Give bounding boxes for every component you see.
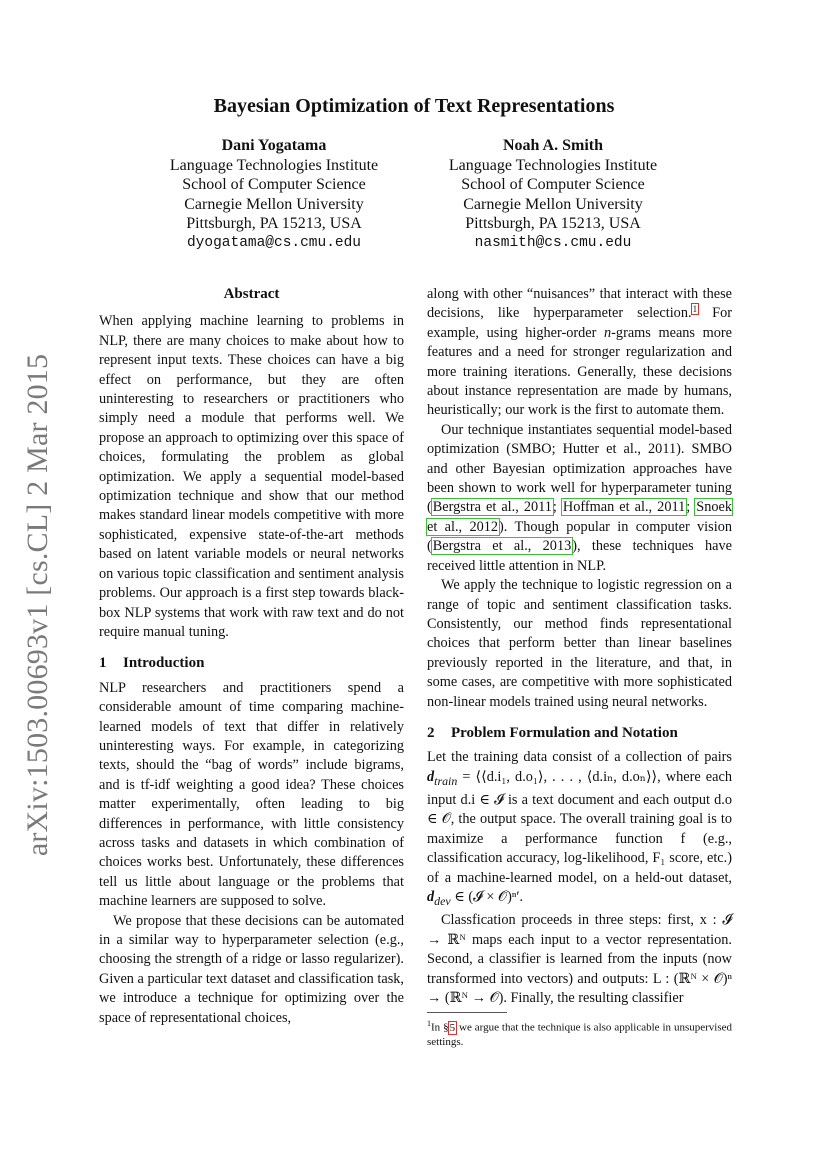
text-run: For example, using higher-order bbox=[427, 305, 733, 341]
math-variable: n bbox=[604, 324, 612, 341]
text-run: ), these techniques have received little attention in NLP. bbox=[427, 538, 733, 574]
arxiv-sidebar bbox=[18, 353, 58, 857]
paragraph: We apply the technique to logistic regression on a range of topic and sentiment classification tasks. Consistently, our method finds representational choices that perform better than linear baselines previously reported in the literature, and that, in some cases, are competitive with more sophisticated non-linear models trained using neural networks. bbox=[427, 577, 732, 710]
paragraph: NLP researchers and practitioners spend a considerable amount of time comparing machine-learned models of text that differ in relatively uninteresting ways. For example, in categorizing texts, should the “bag of words” include bigrams, and is tf-idf weighting a good idea? These choices matter experimentally, often leading to big differences in performance, with little consistency across tasks and datasets in which combination of choices works best. Unfortunately, these differences tell us little about language or the problems that machine learners are supposed to solve. bbox=[99, 679, 404, 910]
section-title: Introduction bbox=[123, 655, 205, 672]
text-run: In § bbox=[431, 1022, 449, 1034]
footnote-number: 1 bbox=[427, 1019, 431, 1029]
text-run: ; bbox=[552, 499, 562, 516]
text-run: we argue that the technique is also applicable in unsupervised settings. bbox=[427, 1022, 732, 1048]
footnote-link[interactable]: 1 bbox=[692, 303, 698, 314]
paragraph bbox=[427, 285, 732, 421]
text-run: ∈ (𝓘 × 𝒪)ⁿ′. bbox=[450, 889, 524, 906]
math-subscript: train bbox=[434, 773, 458, 788]
author-block-2 bbox=[413, 136, 693, 254]
author-email: nasmith@cs.cmu.edu bbox=[474, 234, 632, 251]
paragraph bbox=[427, 421, 732, 576]
section-heading-introduction bbox=[99, 654, 404, 673]
section-title: Problem Formulation and Notation bbox=[451, 724, 678, 741]
paper-title: Bayesian Optimization of Text Representations bbox=[213, 95, 615, 117]
paragraph: We propose that these decisions can be automated in a similar way to hyperparameter selection (e.g., choosing the strength of a ridge or lasso regularizer). Given a particular text dataset and classification task, we introduce a technique for optimizing over the space of representational choices, bbox=[99, 912, 404, 1026]
author-block-1 bbox=[134, 136, 414, 254]
text-run: ; bbox=[686, 499, 696, 516]
text-run: -grams means more features and a need for stronger regularization and more training iterations. Generally, these decisions about instance representation are made by humans, heuristically; our work is the first to automate them. bbox=[427, 324, 732, 419]
text-run: = ⟨⟨d.i₁, d.o₁⟩, . . . , ⟨d.iₙ, d.oₙ⟩⟩, where each input d.i ∈ 𝓘 is a text document and each output d.o ∈ 𝒪, the output space. The overall training goal is to maximize a performance function f (e.g., classification accuracy, log-likelihood, F₁ score, etc.) of a machine-learned model, on a held-out dataset, bbox=[427, 768, 732, 886]
paragraph bbox=[427, 748, 732, 911]
section-heading-problem-formulation bbox=[427, 724, 732, 743]
author-affiliation: School of Computer Science bbox=[182, 176, 366, 194]
author-email: dyogatama@cs.cmu.edu bbox=[186, 234, 362, 251]
left-column bbox=[99, 285, 404, 1028]
author-name: Dani Yogatama bbox=[221, 137, 327, 154]
math-variable: d bbox=[427, 889, 435, 906]
author-affiliation: School of Computer Science bbox=[461, 176, 645, 194]
citation-link[interactable]: Bergstra et al., 2011 bbox=[432, 499, 552, 516]
author-address: Pittsburgh, PA 15213, USA bbox=[465, 215, 641, 233]
text-run: along with other “nuisances” that interact with these decisions, like hyperparameter selection. bbox=[427, 286, 732, 322]
math-subscript: dev bbox=[434, 893, 451, 908]
author-affiliation: Language Technologies Institute bbox=[448, 156, 658, 174]
author-affiliation: Language Technologies Institute bbox=[169, 156, 379, 174]
author-name: Noah A. Smith bbox=[502, 137, 604, 154]
math-variable: d bbox=[427, 768, 435, 785]
section-reference-link[interactable]: 5 bbox=[449, 1022, 456, 1034]
author-affiliation: Carnegie Mellon University bbox=[463, 195, 643, 213]
author-address: Pittsburgh, PA 15213, USA bbox=[186, 215, 362, 233]
citation-link[interactable]: Hoffman et al., 2011 bbox=[562, 499, 686, 516]
section-number: 2 bbox=[427, 724, 435, 741]
section-number: 1 bbox=[99, 655, 107, 672]
arxiv-id: arXiv:1503.00693v1 [cs.CL] 2 Mar 2015 bbox=[21, 353, 54, 857]
footnote bbox=[427, 1017, 732, 1049]
paragraph: Classfication proceeds in three steps: first, x : 𝓘 → ℝᴺ maps each input to a vector representation. Second, a classifier is learned from the inputs (now transformed into vectors) and outputs: L : (ℝᴺ × 𝒪)ⁿ → (ℝᴺ → 𝒪). Finally, the resulting classifier bbox=[427, 912, 732, 1006]
text-run: ). Though popular in computer vision ( bbox=[427, 518, 732, 555]
abstract-text: When applying machine learning to problems in NLP, there are many choices to make about how to represent input texts. These choices can have a big effect on performance, but they are often uninteresting to researchers or practitioners who simply need a module that performs well. We propose an approach to optimizing over this space of choices, formulating the problem as global optimization. We apply a sequential model-based optimization technique and show that our method makes standard linear models competitive with more sophisticated, expensive state-of-the-art methods based on latent variable models or neural networks on various topic classification and sentiment analysis problems. Our approach is a first step towards black-box NLP systems that work with raw text and do not require manual tuning. bbox=[99, 313, 404, 640]
abstract-heading: Abstract bbox=[223, 286, 280, 302]
text-run: Our technique instantiates sequential model-based optimization (SMBO; Hutter et al., 2011). SMBO and other Bayesian optimization approaches have been shown to work well for hyperparameter tuning ( bbox=[427, 421, 732, 516]
author-affiliation: Carnegie Mellon University bbox=[184, 195, 364, 213]
citation-link[interactable]: Snoek et al., 2012 bbox=[427, 499, 733, 535]
citation-link[interactable]: Bergstra et al., 2013 bbox=[432, 538, 572, 555]
footnote-rule bbox=[427, 1012, 507, 1013]
text-run: Let the training data consist of a collection of pairs bbox=[427, 749, 732, 766]
right-column bbox=[427, 285, 732, 1049]
